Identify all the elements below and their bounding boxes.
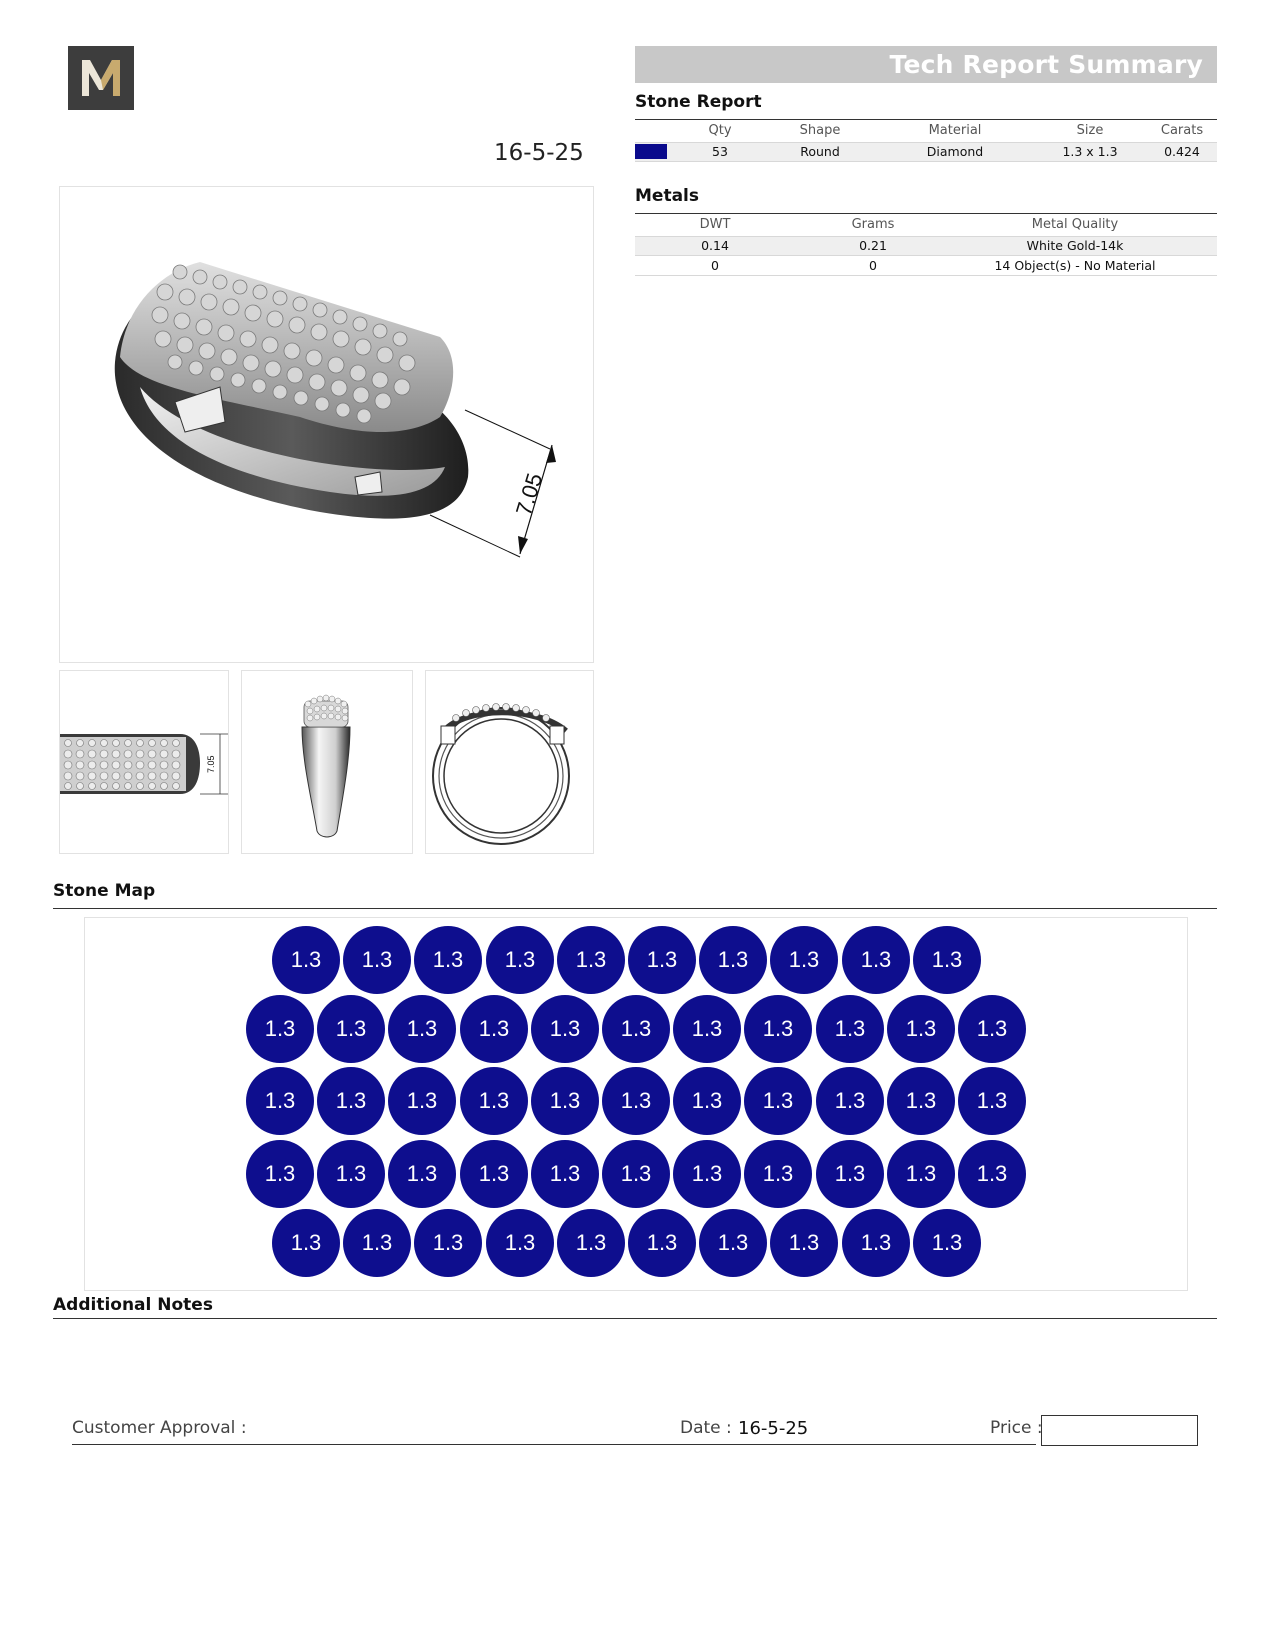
stone-marker: 1.3 (602, 1067, 670, 1135)
ring-top-view-image (60, 671, 228, 853)
metal-grams: 0.21 (859, 238, 887, 253)
stone-marker: 1.3 (343, 926, 411, 994)
price-input-box[interactable] (1041, 1415, 1198, 1446)
metal-quality: 14 Object(s) - No Material (994, 258, 1156, 273)
ring-side-view-image (242, 671, 412, 853)
ring-side-view (241, 670, 413, 854)
metal-dwt: 0.14 (701, 238, 729, 253)
metal-dwt: 0 (711, 258, 719, 273)
metals-row (635, 237, 1217, 255)
stone-marker: 1.3 (816, 995, 884, 1063)
stone-marker: 1.3 (699, 926, 767, 994)
stone-marker: 1.3 (460, 1140, 528, 1208)
stone-marker: 1.3 (343, 1209, 411, 1277)
stone-material: Diamond (926, 144, 984, 159)
date-value: 16-5-25 (738, 1418, 809, 1439)
metal-quality: White Gold-14k (1026, 238, 1124, 253)
stone-shape: Round (800, 144, 840, 159)
stone-marker: 1.3 (246, 995, 314, 1063)
metals-header-row (635, 217, 1217, 235)
stone-marker: 1.3 (699, 1209, 767, 1277)
stone-carats: 0.424 (1164, 144, 1200, 159)
stone-marker: 1.3 (557, 926, 625, 994)
col-quality-header: Metal Quality (1031, 217, 1119, 232)
company-logo (68, 46, 134, 110)
stone-marker: 1.3 (602, 1140, 670, 1208)
stone-marker: 1.3 (744, 1067, 812, 1135)
ring-main-view (59, 186, 594, 663)
stone-report-header-row (635, 123, 1217, 141)
stone-marker: 1.3 (816, 1067, 884, 1135)
ring-front-view (425, 670, 594, 854)
price-label: Price : (990, 1418, 1043, 1438)
metals-row (635, 257, 1217, 275)
stone-marker: 1.3 (272, 926, 340, 994)
stone-marker: 1.3 (887, 995, 955, 1063)
stone-marker: 1.3 (958, 995, 1026, 1063)
ring-front-view-image (426, 671, 593, 853)
stone-marker: 1.3 (673, 1140, 741, 1208)
col-qty-header: Qty (708, 123, 732, 138)
stone-marker: 1.3 (414, 926, 482, 994)
stone-marker: 1.3 (388, 995, 456, 1063)
stone-marker: 1.3 (531, 1140, 599, 1208)
stone-map-rule (53, 908, 1217, 909)
stone-marker: 1.3 (602, 995, 670, 1063)
ring-perspective-image (60, 187, 593, 662)
stone-qty: 53 (712, 144, 728, 159)
stone-marker: 1.3 (317, 1140, 385, 1208)
col-dwt-header: DWT (699, 217, 731, 232)
metal-grams: 0 (869, 258, 877, 273)
stone-marker: 1.3 (628, 926, 696, 994)
stone-marker: 1.3 (388, 1140, 456, 1208)
stone-marker: 1.3 (673, 995, 741, 1063)
stone-marker: 1.3 (628, 1209, 696, 1277)
stone-marker: 1.3 (557, 1209, 625, 1277)
side-dimension-label: 7.05 (206, 755, 216, 773)
stone-marker: 1.3 (486, 1209, 554, 1277)
metals-title: Metals (635, 186, 699, 206)
approval-signature-line[interactable] (72, 1444, 1036, 1445)
stone-marker: 1.3 (913, 1209, 981, 1277)
additional-notes-rule (53, 1318, 1217, 1319)
stone-map-title: Stone Map (53, 881, 156, 901)
stone-marker: 1.3 (842, 926, 910, 994)
stone-marker: 1.3 (246, 1067, 314, 1135)
stone-marker: 1.3 (486, 926, 554, 994)
col-carats-header: Carats (1160, 123, 1204, 138)
stone-marker: 1.3 (770, 926, 838, 994)
stone-color-swatch (635, 144, 667, 159)
stone-marker: 1.3 (246, 1140, 314, 1208)
stone-marker: 1.3 (958, 1067, 1026, 1135)
ring-top-view (59, 670, 229, 854)
stone-marker: 1.3 (842, 1209, 910, 1277)
stone-map-panel (84, 917, 1188, 1291)
stone-marker: 1.3 (388, 1067, 456, 1135)
stone-marker: 1.3 (317, 995, 385, 1063)
report-date: 16-5-25 (494, 140, 584, 166)
title-bar (635, 46, 1217, 83)
stone-marker: 1.3 (460, 995, 528, 1063)
stone-marker: 1.3 (887, 1140, 955, 1208)
date-label: Date : (680, 1418, 732, 1438)
customer-approval-label: Customer Approval : (72, 1418, 247, 1438)
stone-marker: 1.3 (744, 1140, 812, 1208)
stone-marker: 1.3 (414, 1209, 482, 1277)
m-logo-icon (68, 46, 134, 110)
col-shape-header: Shape (799, 123, 841, 138)
col-size-header: Size (1076, 123, 1104, 138)
stone-size: 1.3 x 1.3 (1062, 144, 1118, 159)
stone-report-title: Stone Report (635, 92, 762, 112)
stone-marker: 1.3 (673, 1067, 741, 1135)
stone-marker: 1.3 (913, 926, 981, 994)
col-material-header: Material (928, 123, 982, 138)
stone-marker: 1.3 (770, 1209, 838, 1277)
stone-marker: 1.3 (744, 995, 812, 1063)
stone-marker: 1.3 (958, 1140, 1026, 1208)
stone-report-row (635, 143, 1217, 161)
col-grams-header: Grams (851, 217, 895, 232)
stone-report-rule (635, 119, 1217, 120)
stone-marker: 1.3 (816, 1140, 884, 1208)
additional-notes-title: Additional Notes (53, 1295, 213, 1315)
stone-marker: 1.3 (317, 1067, 385, 1135)
stone-marker: 1.3 (531, 995, 599, 1063)
main-dimension-label: 7.05 (510, 470, 548, 519)
stone-marker: 1.3 (887, 1067, 955, 1135)
stone-marker: 1.3 (460, 1067, 528, 1135)
stone-marker: 1.3 (272, 1209, 340, 1277)
metals-rule (635, 213, 1217, 214)
report-title: Tech Report Summary (889, 50, 1203, 79)
stone-marker: 1.3 (531, 1067, 599, 1135)
